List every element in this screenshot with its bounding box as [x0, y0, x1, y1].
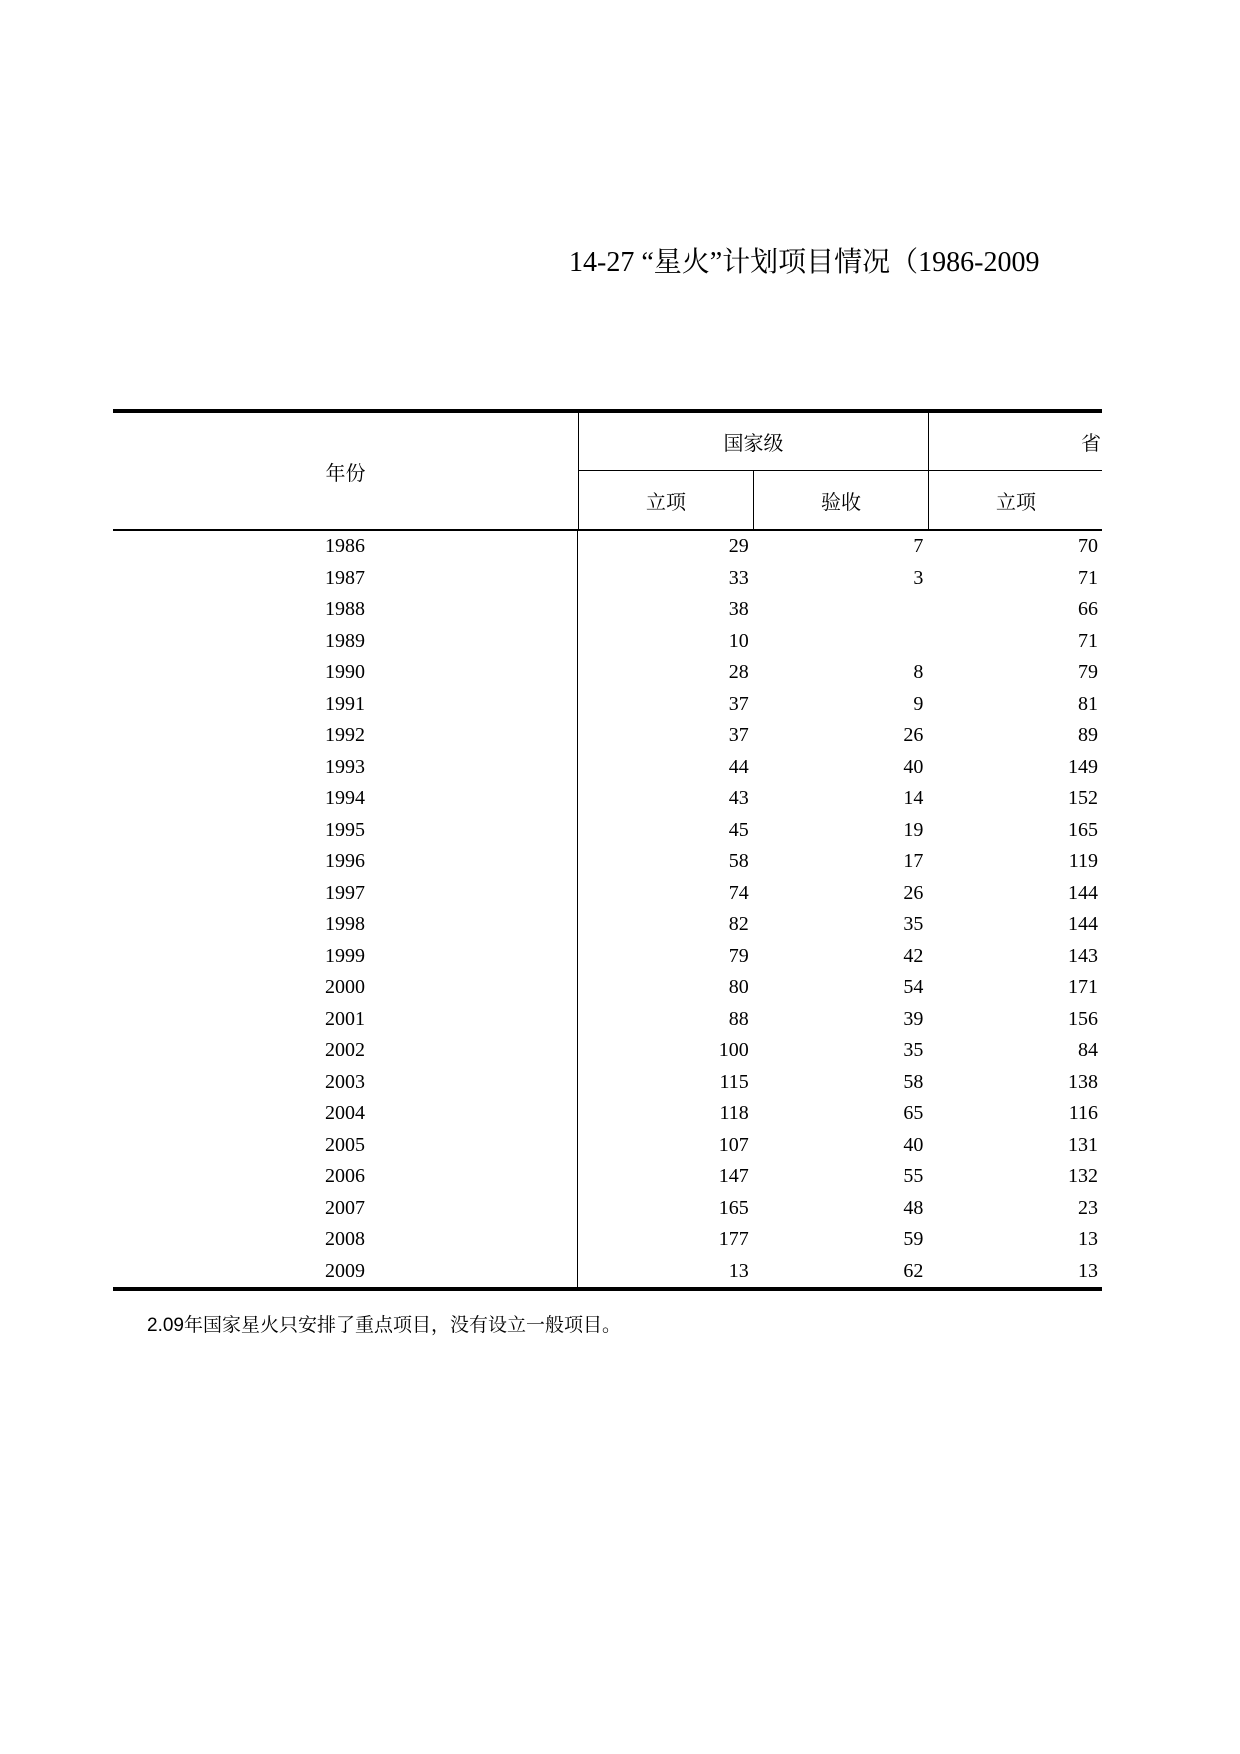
table-row: [113, 972, 1102, 1004]
table-row: [113, 563, 1102, 595]
value-cell: 132: [1068, 1165, 1099, 1188]
value-cell: 48: [903, 1196, 924, 1219]
table-row: [113, 594, 1102, 626]
value-cell: 35: [903, 913, 924, 936]
table-header: [113, 413, 1102, 531]
value-cell: 40: [903, 755, 924, 778]
table-row: [113, 941, 1102, 973]
value-cell: 165: [1068, 818, 1099, 841]
year-cell: 2003: [113, 1067, 578, 1099]
value-cell: 80: [728, 976, 749, 999]
value-cell: 26: [903, 724, 924, 747]
value-cell: 13: [1078, 1228, 1099, 1251]
value-cell: 13: [728, 1259, 749, 1282]
header-national: 国家级: [723, 433, 784, 455]
value-cell: 38: [728, 598, 749, 621]
table-row: [113, 1130, 1102, 1162]
value-cell: 35: [903, 1039, 924, 1062]
value-cell: 40: [903, 1133, 924, 1156]
value-cell: 3: [913, 566, 924, 589]
year-cell: 2004: [113, 1098, 578, 1130]
value-cell: 82: [728, 913, 749, 936]
table-row: [113, 846, 1102, 878]
table-row: [113, 1004, 1102, 1036]
value-cell: 118: [719, 1102, 749, 1125]
value-cell: 54: [903, 976, 924, 999]
value-cell: 65: [903, 1102, 924, 1125]
bottom-rule: [113, 1287, 1102, 1291]
year-cell: 1995: [113, 815, 578, 847]
table-row: [113, 752, 1102, 784]
value-cell: 7: [913, 535, 924, 558]
value-cell: 10: [728, 629, 749, 652]
year-cell: 2002: [113, 1035, 578, 1067]
table-row: [113, 626, 1102, 658]
year-cell: 1989: [113, 626, 578, 658]
value-cell: 131: [1068, 1133, 1099, 1156]
value-cell: 107: [718, 1133, 749, 1156]
value-cell: 13: [1078, 1259, 1099, 1282]
value-cell: 100: [718, 1039, 749, 1062]
table-row: [113, 689, 1102, 721]
value-cell: 149: [1068, 755, 1099, 778]
value-cell: 147: [718, 1165, 749, 1188]
value-cell: 74: [728, 881, 749, 904]
value-cell: 84: [1078, 1039, 1099, 1062]
value-cell: 144: [1068, 913, 1099, 936]
year-cell: 1996: [113, 846, 578, 878]
year-cell: 1998: [113, 909, 578, 941]
value-cell: 81: [1078, 692, 1099, 715]
year-cell: 2005: [113, 1130, 578, 1162]
value-cell: 58: [728, 850, 749, 873]
value-cell: 70: [1078, 535, 1099, 558]
value-cell: 138: [1068, 1070, 1099, 1093]
table-row: [113, 1256, 1102, 1288]
table-row: [113, 878, 1102, 910]
value-cell: 23: [1078, 1196, 1099, 1219]
value-cell: 37: [728, 692, 749, 715]
year-cell: 1988: [113, 594, 578, 626]
value-cell: 44: [728, 755, 749, 778]
value-cell: 43: [728, 787, 749, 810]
value-cell: 55: [903, 1165, 924, 1188]
value-cell: 144: [1068, 881, 1099, 904]
year-cell: 2008: [113, 1224, 578, 1256]
header-provincial: 省: [1081, 433, 1101, 455]
value-cell: 19: [903, 818, 924, 841]
value-cell: 17: [903, 850, 924, 873]
year-cell: 1997: [113, 878, 578, 910]
value-cell: 14: [903, 787, 924, 810]
year-cell: 1986: [113, 531, 578, 563]
table-row: [113, 1161, 1102, 1193]
year-cell: 1993: [113, 752, 578, 784]
value-cell: 115: [719, 1070, 749, 1093]
year-cell: 2007: [113, 1193, 578, 1225]
table-row: [113, 1098, 1102, 1130]
table-row: [113, 1193, 1102, 1225]
table-body: [113, 531, 1102, 1287]
value-cell: 62: [903, 1259, 924, 1282]
page-title: 14-27 “星火”计划项目情况（1986-2009: [569, 247, 1040, 278]
table-row: [113, 1067, 1102, 1099]
value-cell: 33: [728, 566, 749, 589]
table-row: [113, 909, 1102, 941]
year-cell: 1992: [113, 720, 578, 752]
value-cell: 37: [728, 724, 749, 747]
header-national-accepted: 验收: [821, 491, 861, 514]
year-cell: 2001: [113, 1004, 578, 1036]
table-row: [113, 1035, 1102, 1067]
value-cell: 9: [913, 692, 924, 715]
year-cell: 1994: [113, 783, 578, 815]
value-cell: 79: [1078, 661, 1099, 684]
value-cell: 171: [1068, 976, 1099, 999]
value-cell: 156: [1068, 1007, 1099, 1030]
value-cell: 88: [728, 1007, 749, 1030]
table-row: [113, 720, 1102, 752]
value-cell: 8: [913, 661, 924, 684]
year-cell: 1999: [113, 941, 578, 973]
value-cell: 116: [1068, 1102, 1099, 1125]
value-cell: 89: [1078, 724, 1099, 747]
value-cell: 29: [728, 535, 749, 558]
value-cell: 45: [728, 818, 749, 841]
year-cell: 1990: [113, 657, 578, 689]
year-cell: 1987: [113, 563, 578, 595]
year-cell: 1991: [113, 689, 578, 721]
value-cell: 79: [728, 944, 749, 967]
footnote: 2.09年国家星火只安排了重点项目，没有设立一般项目。: [147, 1315, 621, 1336]
header-provincial-approved: 立项: [996, 491, 1036, 514]
value-cell: 58: [903, 1070, 924, 1093]
table-row: [113, 815, 1102, 847]
table-row: [113, 531, 1102, 563]
value-cell: 42: [903, 944, 924, 967]
header-national-approved: 立项: [646, 491, 686, 514]
value-cell: 165: [718, 1196, 749, 1219]
year-cell: 2000: [113, 972, 578, 1004]
data-table: [113, 409, 1102, 1291]
table-row: [113, 783, 1102, 815]
value-cell: 143: [1068, 944, 1099, 967]
year-cell: 2006: [113, 1161, 578, 1193]
value-cell: 152: [1068, 787, 1099, 810]
value-cell: 39: [903, 1007, 924, 1030]
table-row: [113, 657, 1102, 689]
value-cell: 28: [728, 661, 749, 684]
value-cell: 59: [903, 1228, 924, 1251]
header-year: 年份: [325, 462, 366, 485]
value-cell: 71: [1078, 566, 1099, 589]
value-cell: 66: [1078, 598, 1099, 621]
value-cell: 119: [1068, 850, 1099, 873]
year-cell: 2009: [113, 1256, 578, 1288]
value-cell: 71: [1078, 629, 1099, 652]
value-cell: 177: [718, 1228, 749, 1251]
table-row: [113, 1224, 1102, 1256]
value-cell: 26: [903, 881, 924, 904]
